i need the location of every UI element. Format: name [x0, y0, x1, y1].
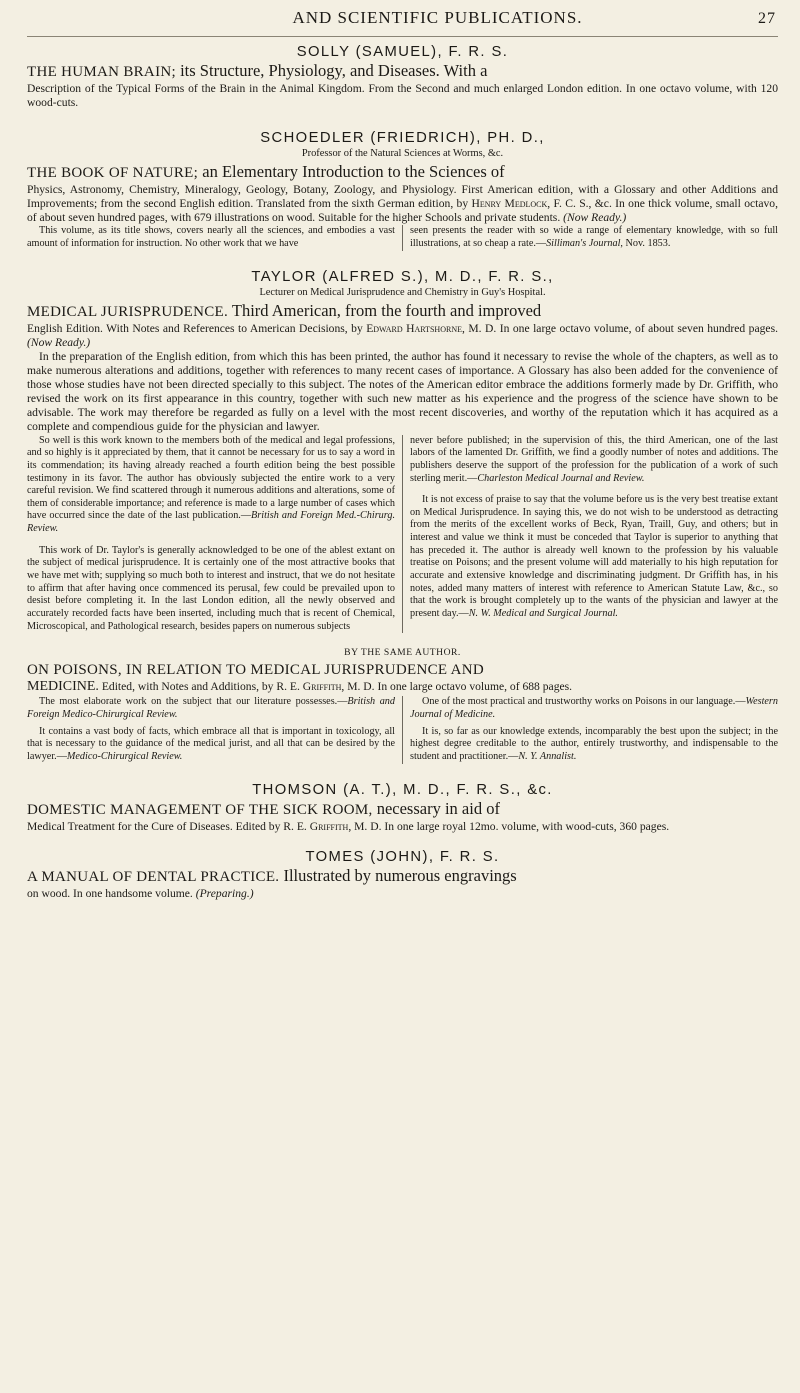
description-part: Medical Treatment for the Cure of Diseases. Edited by R. E. [27, 819, 310, 833]
review-text [410, 494, 778, 621]
page-number: 27 [758, 10, 776, 27]
book-title [27, 866, 778, 887]
description-part: Physics, Astronomy, Chemistry, Mineralogy, Geology, Botany, Zoology, and Physiology. First American edition, with a Glossary and other Additions and Improvements; from the second English edition. Translated from the sixth German edition, by [27, 183, 778, 211]
review-text [27, 696, 395, 721]
preface-paragraph: In the preparation of the English edition, from which this has been printed, the author has found it necessary to revise the whole of the chapters, as well as to make numerous alterations and additions, together with references to many recent cases of importance. A Glossary has also been added for the convenience of those whose studies have not been directed specially to this subject. The notes of the American editor embrace the additions formerly made by Dr. Griffith, who revised the work on its first appearance in this country, together with such new matter as his experience and the progress of the science have shown to be advisable. The work may therefore be regarded as fully on a level with the most recent discoveries, and worthy of the reputation which it has acquired as a complete and compendious guide for the physician and lawyer. [27, 349, 778, 434]
review-source: Charleston Medical Journal and Review. [477, 472, 645, 484]
book-title-rest: Third American, from the fourth and improved [228, 300, 542, 320]
entry-on-poisons [27, 647, 778, 763]
review-text [27, 726, 395, 764]
review-body: So well is this work known to the members both of the medical and legal professions, and so highly is it appreciated by them, that it cannot be necessary for us to say a word in its commendation; its having already reached a fourth edition being the best possible testimony in its favor. The author has obviously subjected the entire work to a very careful revision. We find scattered through it numerous additions and alterations, some of them of considerable importance; and reference is made to a large number of cases which have occurred since the date of the last publication.— [27, 434, 395, 522]
review-column-left [27, 696, 402, 763]
book-description: Description of the Typical Forms of the Brain in the Animal Kingdom. From the Second and much enlarged London edition. In one octavo volume, with 120 wood-cuts. [27, 82, 778, 110]
review-text [27, 435, 395, 536]
review-column-right [402, 435, 778, 634]
book-title-caps: THE HUMAN BRAIN; [27, 64, 176, 80]
book-description [27, 322, 778, 350]
review-text: This work of Dr. Taylor's is generally acknowledged to be one of the ablest extant on the subject of medical jurisprudence. It is certainly one of the most attractive books that we have met with; supplying so much both to interest and instruct, that we do not hesitate to affirm that after having once commenced its perusal, few could be prevailed upon to desist before completing it. In the last London edition, all the newly observed and accurately recorded facts have been inserted, including much that is recent of Chemical, Microscopical, and Pathological research, besides papers on numerous subjects [27, 544, 395, 632]
book-title-caps: ON POISONS, IN RELATION TO MEDICAL JURISPRUDENCE AND [27, 662, 485, 679]
review-source: British and Foreign Medico-Chirurgical Review. [27, 696, 395, 721]
book-title-rest: its Structure, Physiology, and Diseases. With a [175, 61, 488, 80]
running-head [27, 8, 778, 37]
review-body: It is, so far as our knowledge extends, incomparably the best upon the subject; in the highest degree creditable to the author, entirely trustworthy, and indispensable to the student and practitioner.— [410, 725, 778, 763]
entry-schoedler [27, 130, 778, 251]
description-part: Edited, with Notes and Additions, by R. E. [98, 680, 303, 694]
book-title [27, 61, 778, 82]
review-column-right [402, 696, 778, 763]
review-column-right [402, 225, 778, 250]
book-title-rest: necessary in aid of [372, 798, 500, 818]
description-part: on wood. In one handsome volume. [27, 886, 196, 900]
editor-name: Edward Hartshorne [366, 321, 462, 335]
description-part: , F. C. S., &c. In one thick volume, small octavo, of about seven hundred pages, with 679 illustrations on wood. Suitable for the higher Schools and private students. [27, 197, 778, 225]
book-description [27, 183, 778, 225]
review-text [410, 726, 778, 764]
editor-name: Griffith [302, 680, 342, 694]
book-description [27, 887, 778, 901]
entry-tomes [27, 849, 778, 901]
description-part: , M. D. In one large octavo volume, of about seven hundred pages. [461, 321, 778, 335]
review-source: N. W. Medical and Surgical Journal. [468, 608, 618, 620]
review-source: Western Journal of Medicine. [410, 696, 778, 721]
review-columns [27, 225, 778, 250]
description-part: , M. D. In one large royal 12mo. volume, with wood-cuts, 360 pages. [348, 819, 670, 833]
book-title-caps: MEDICINE. [27, 679, 99, 695]
author-heading: THOMSON (A. T.), M. D., F. R. S., &c. [252, 781, 553, 798]
review-body: One of the most practical and trustworthy works on Poisons in our language.— [422, 696, 746, 708]
book-title-rest: an Elementary Introduction to the Sciences of [198, 162, 505, 182]
review-text [410, 435, 778, 486]
entry-solly [27, 44, 778, 110]
review-body: never before published; in the supervision of this, the third American, one of the last labors of the lamented Dr. Griffith, we find a goodly number of notes and additions. The publishers deserve the support of the profession for the publication of a work of such sterling merit.— [410, 434, 778, 484]
review-body: The most elaborate work on the subject that our literature possesses.— [39, 696, 348, 708]
book-description [27, 820, 778, 834]
book-title-rest: Illustrated by numerous engravings [279, 865, 517, 885]
book-title-caps: THE BOOK OF NATURE; [27, 165, 199, 182]
book-description [27, 680, 778, 694]
review-source: Silliman's Journal [546, 238, 621, 250]
book-title-caps: DOMESTIC MANAGEMENT OF THE SICK ROOM, [27, 801, 373, 818]
review-text [410, 696, 778, 721]
book-title [27, 659, 778, 680]
review-body: seen presents the reader with so wide a range of elementary knowledge, with so full illustrations, at so cheap a rate.— [410, 225, 778, 250]
author-heading: TOMES (JOHN), F. R. S. [305, 848, 500, 865]
review-date: , Nov. 1853. [620, 238, 671, 250]
book-title [27, 799, 778, 820]
review-columns [27, 435, 778, 634]
availability-status: (Now Ready.) [563, 211, 627, 225]
book-title [27, 301, 778, 322]
review-text: This volume, as its title shows, covers nearly all the sciences, and embodies a vast amount of information for instruction. No other work that we have [27, 225, 395, 250]
entry-taylor [27, 269, 778, 634]
review-text [410, 225, 778, 250]
author-subtitle: Lecturer on Medical Jurisprudence and Chemistry in Guy's Hospital. [259, 286, 546, 298]
availability-status: (Now Ready.) [27, 335, 91, 349]
same-author-heading: BY THE SAME AUTHOR. [344, 647, 461, 659]
author-subtitle: Professor of the Natural Sciences at Worms, &c. [301, 148, 504, 160]
book-title [27, 162, 778, 183]
description-part: , M. D. In one large octavo volume, of 688 pages. [341, 680, 573, 694]
author-heading: SCHOEDLER (FRIEDRICH), PH. D., [260, 130, 545, 147]
author-heading: SOLLY (SAMUEL), F. R. S. [296, 44, 509, 60]
book-title-caps: A MANUAL OF DENTAL PRACTICE. [27, 868, 280, 885]
editor-name: Griffith [309, 819, 349, 833]
book-title-caps: MEDICAL JURISPRUDENCE. [27, 303, 229, 320]
author-heading: TAYLOR (ALFRED S.), M. D., F. R. S., [251, 268, 554, 285]
availability-status: (Preparing.) [195, 886, 254, 900]
review-column-left [27, 225, 402, 250]
review-columns [27, 696, 778, 763]
review-source: N. Y. Annalist. [518, 751, 577, 763]
review-body: It is not excess of praise to say that the volume before us is the very best treatise extant on Medical Jurisprudence. In saying this, we do not wish to be understood as detracting from the merits of the excellent works of Beck, Ryan, Traill, Guy, and others; but in interest and value we think it must be conceded that Taylor is superior to anything that has preceded it. The author is already well known to the profession by his valuable treatise on Poisons; and the present volume will add materially to his high reputation for accurate and extensive knowledge and discriminating judgment. Dr Griffith has, in his notes, added many matters of interest with reference to American Statute Law, &c., so that the work is brought completely up to the wants of the physician and lawyer at the present day.— [410, 494, 778, 620]
review-body: It contains a vast body of facts, which embrace all that is important in toxicology, all that is necessary to the guidance of the medical jurist, and all that can be desired by the lawyer.— [27, 725, 395, 763]
review-source: Medico-Chirurgical Review. [66, 751, 183, 763]
translator-name: Henry Medlock [471, 197, 548, 211]
review-source: British and Foreign Med.-Chirurg. Review. [27, 510, 395, 535]
entry-thomson [27, 782, 778, 834]
description-part: English Edition. With Notes and References to American Decisions, by [27, 321, 367, 335]
running-head-title: AND SCIENTIFIC PUBLICATIONS. [292, 8, 583, 27]
review-column-left [27, 435, 402, 634]
